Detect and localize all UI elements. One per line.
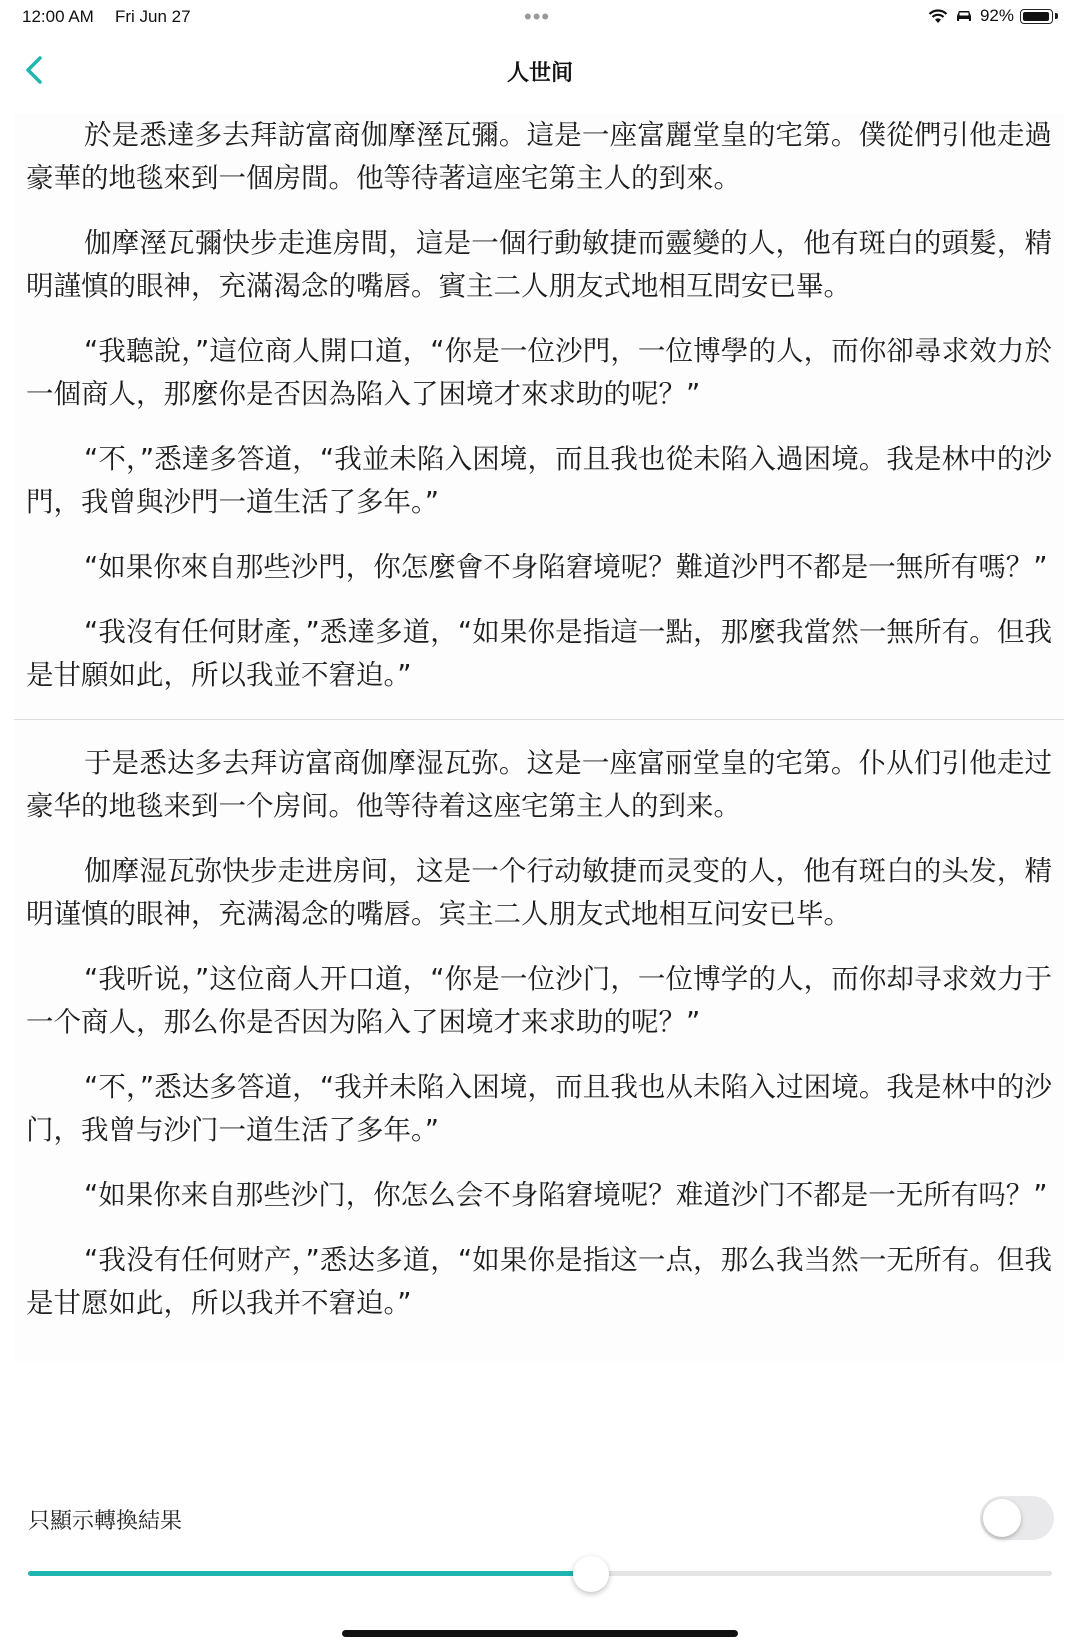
slider-thumb[interactable]	[573, 1556, 609, 1592]
text-content[interactable]	[14, 114, 1064, 1362]
battery-icon	[1020, 9, 1053, 24]
page-title: 人世间	[506, 61, 573, 86]
battery-cap	[1055, 13, 1058, 19]
traditional-text-block[interactable]	[14, 114, 1064, 697]
simplified-text-block[interactable]	[14, 742, 1064, 1362]
battery-percent: 92%	[979, 6, 1014, 25]
paragraph: “我沒有任何財產，”悉達多道，“如果你是指這一點，那麼我當然一無所有。但我是甘願如此，所以我並不窘迫。”	[26, 616, 1052, 691]
status-indicators	[928, 6, 1058, 26]
paragraph: “如果你来自那些沙门，你怎么会不身陷窘境呢？难道沙门不都是一无所有吗？”	[84, 1179, 1048, 1211]
toggle-label: 只顯示轉換結果	[28, 1509, 183, 1534]
show-result-only-row	[0, 1492, 1080, 1542]
paragraph: 于是悉达多去拜访富商伽摩湿瓦弥。这是一座富丽堂皇的宅第。仆从们引他走过豪华的地毯来到一个房间。他等待着这座宅第主人的到来。	[26, 747, 1052, 822]
paragraph: 於是悉達多去拜訪富商伽摩溼瓦彌。這是一座富麗堂皇的宅第。僕從們引他走過豪華的地毯來到一個房間。他等待著這座宅第主人的到來。	[26, 119, 1052, 194]
wifi-icon	[928, 9, 948, 24]
multitask-dots-icon[interactable]: •••	[524, 4, 551, 29]
paragraph: 伽摩湿瓦弥快步走进房间，这是一个行动敏捷而灵变的人，他有斑白的头发，精明谨慎的眼神，充满渴念的嘴唇。宾主二人朋友式地相互问安已毕。	[26, 855, 1052, 930]
show-result-only-toggle[interactable]	[980, 1496, 1054, 1540]
paragraph: “如果你來自那些沙門，你怎麼會不身陷窘境呢？難道沙門不都是一無所有嗎？”	[84, 551, 1048, 583]
car-icon	[954, 9, 974, 24]
navigation-bar	[0, 40, 1080, 100]
status-time: 12:00 AM	[22, 7, 94, 26]
toggle-knob	[983, 1499, 1021, 1537]
font-size-slider[interactable]	[28, 1556, 1052, 1592]
slider-fill	[28, 1571, 591, 1576]
paragraph: “不，”悉达多答道，“我并未陷入困境，而且我也从未陷入过困境。我是林中的沙门，我曾与沙门一道生活了多年。”	[26, 1071, 1052, 1146]
section-divider	[14, 719, 1064, 720]
paragraph: “我听说，”这位商人开口道，“你是一位沙门，一位博学的人，而你却寻求效力于一个商人，那么你是否因为陷入了困境才来求助的呢？”	[26, 963, 1052, 1038]
status-bar	[0, 0, 1080, 36]
paragraph: “我聽說，”這位商人開口道，“你是一位沙門，一位博學的人，而你卻尋求效力於一個商人，那麼你是否因為陷入了困境才來求助的呢？”	[26, 335, 1052, 410]
home-indicator	[342, 1630, 738, 1637]
paragraph: “不，”悉達多答道，“我並未陷入困境，而且我也從未陷入過困境。我是林中的沙門，我曾與沙門一道生活了多年。”	[26, 443, 1052, 518]
paragraph: “我没有任何财产，”悉达多道，“如果你是指这一点，那么我当然一无所有。但我是甘愿如此，所以我并不窘迫。”	[26, 1244, 1052, 1319]
paragraph: 伽摩溼瓦彌快步走進房間，這是一個行動敏捷而靈變的人，他有斑白的頭髮，精明謹慎的眼神，充滿渴念的嘴唇。賓主二人朋友式地相互問安已畢。	[26, 227, 1052, 302]
status-date: Fri Jun 27	[115, 7, 191, 26]
